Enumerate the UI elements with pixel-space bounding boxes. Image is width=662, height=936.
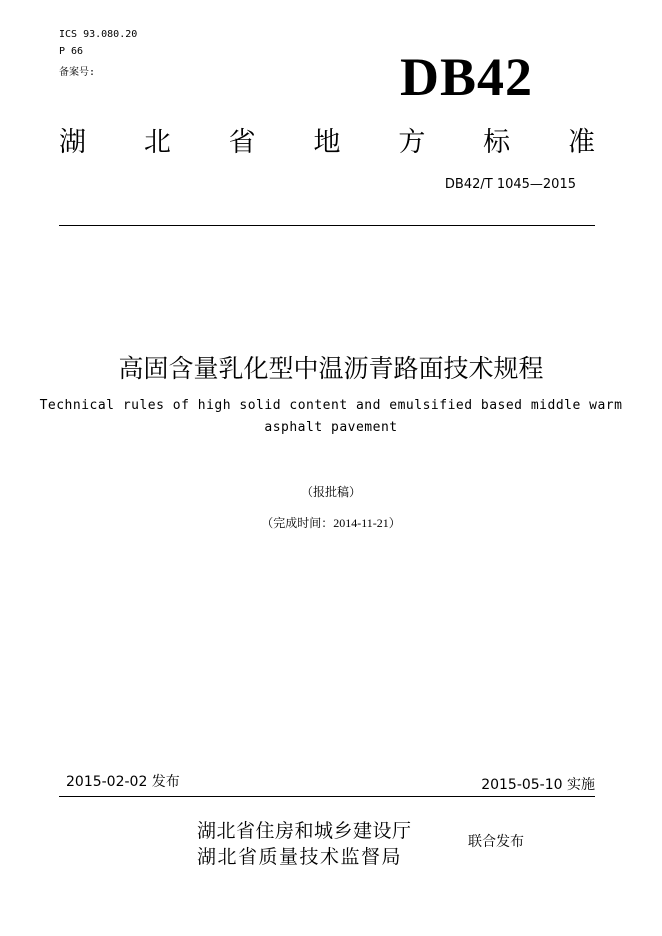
top-divider [59,225,595,226]
joint-issue-label: 联合发布 [468,834,524,850]
standard-type-heading [59,120,595,159]
standard-type-char: 准 [567,127,595,158]
document-title-english-line1: Technical rules of high solid content and emulsified based middle warm [39,398,623,413]
bottom-divider [59,796,595,797]
db42-logo: DB42 [400,47,534,107]
standard-type-char: 地 [313,127,341,158]
standard-type-char: 省 [228,127,256,158]
issuer-housing-department: 湖北省住房和城乡建设厅 [197,820,412,842]
issuer-quality-bureau: 湖北省质量技术监督局 [197,846,403,868]
standard-type-char: 方 [398,127,426,158]
ics-code: ICS 93.080.20 [59,29,138,40]
draft-status: （报批稿） [300,485,361,499]
issuing-authorities [197,818,412,870]
document-title-english-line2: asphalt pavement [264,420,398,435]
issue-date: 2015-02-02 发布 [66,774,180,790]
record-number-label: 备案号: [59,67,96,78]
completion-time: （完成时间：2014-11-21） [261,516,401,530]
document-title-chinese: 高固含量乳化型中温沥青路面技术规程 [118,354,544,383]
implementation-date: 2015-05-10 实施 [481,777,595,793]
standard-type-char: 湖 [59,127,86,158]
standard-number: DB42/T 1045—2015 [444,177,576,192]
classification-code: P 66 [59,46,84,57]
standard-type-char: 北 [143,127,171,158]
standard-type-char: 标 [483,127,511,158]
